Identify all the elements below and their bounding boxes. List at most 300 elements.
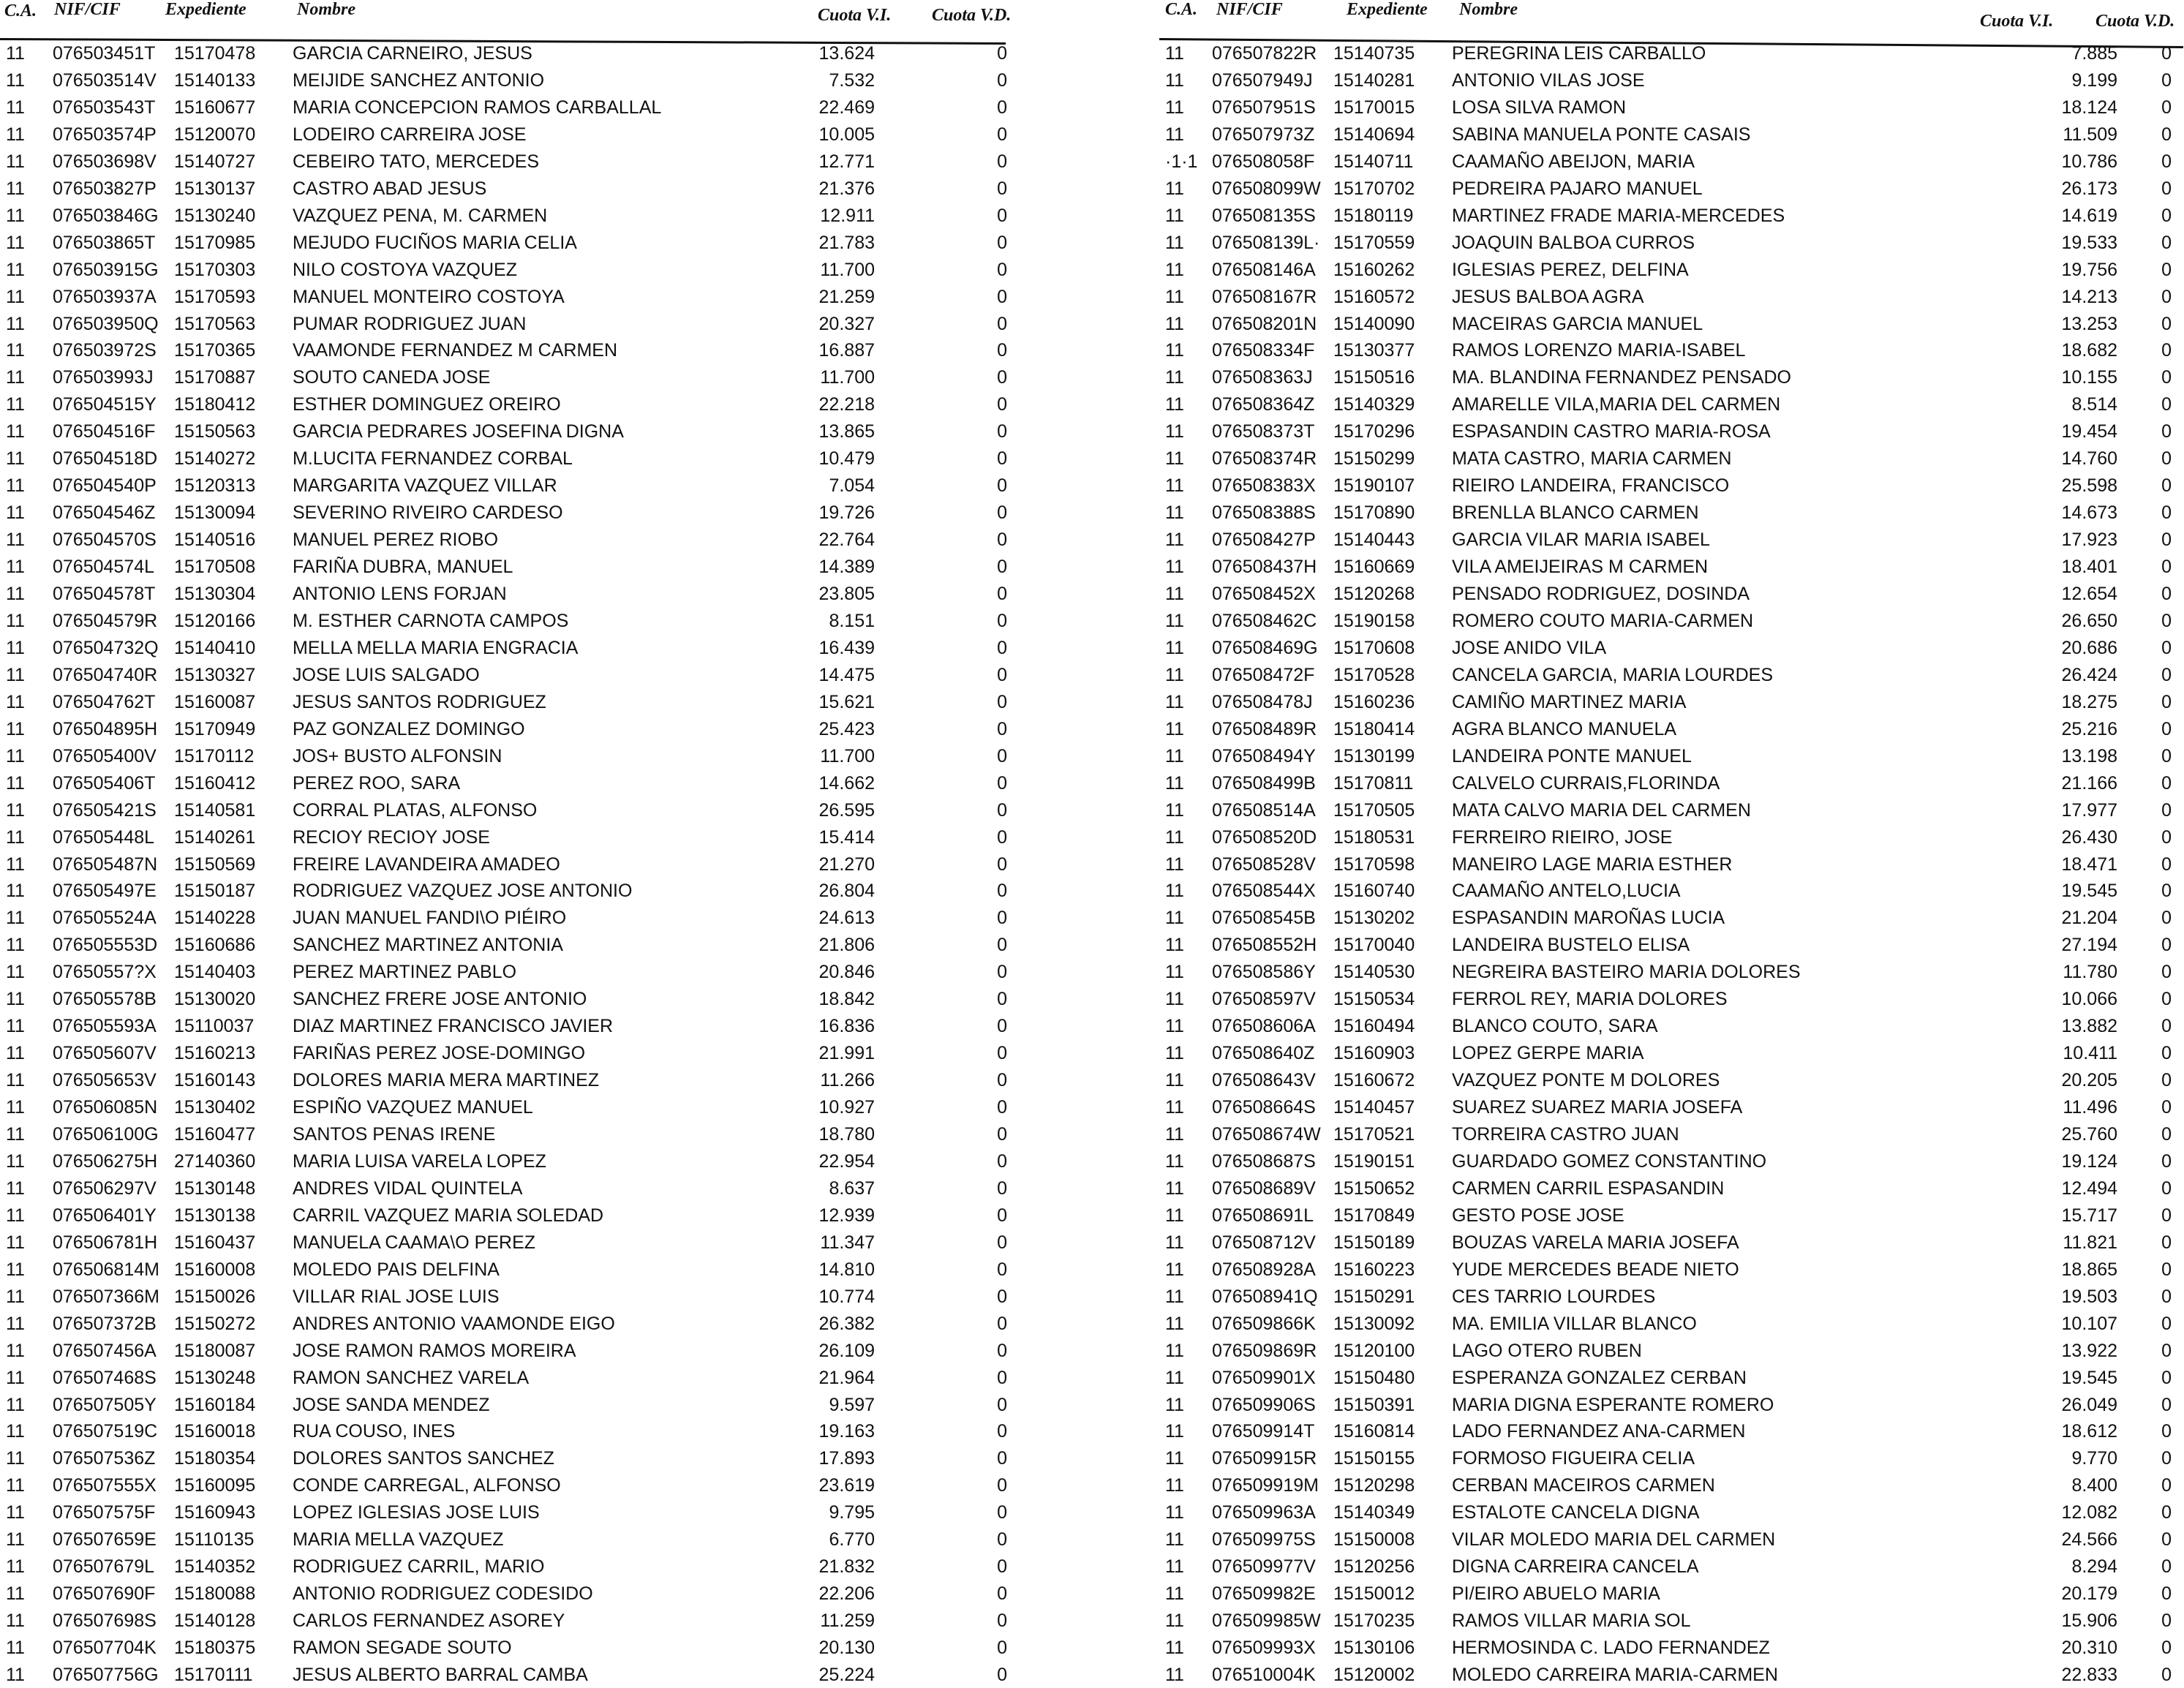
cell-nif: 076507690F: [53, 1583, 156, 1605]
table-row: [1159, 472, 2184, 499]
cell-expediente: 15120070: [174, 124, 256, 145]
cell-ca: 11: [1165, 1205, 1184, 1226]
cell-ca: ·1·1: [1165, 151, 1198, 172]
cell-cuota-vi: 14.760: [2061, 448, 2117, 470]
cell-ca: 11: [6, 881, 25, 902]
cell-nif: 076507505Y: [53, 1394, 157, 1415]
cell-cuota-vi: 11.266: [820, 1070, 875, 1091]
cell-expediente: 15180088: [174, 1583, 256, 1605]
cell-expediente: 15150026: [174, 1286, 256, 1307]
cell-expediente: 15180375: [174, 1638, 256, 1659]
table-row: [1159, 499, 2184, 526]
cell-nif: 076508167R: [1212, 286, 1317, 307]
cell-cuota-vi: 22.469: [818, 97, 875, 118]
cell-nif: 076507951S: [1212, 97, 1316, 118]
cell-expediente: 15130327: [174, 664, 256, 685]
cell-cuota-vd: 0: [2161, 1070, 2172, 1091]
cell-nif: 076508437H: [1212, 557, 1317, 578]
table-row: [0, 1093, 1039, 1120]
cell-ca: 11: [6, 637, 25, 658]
table-row: [0, 715, 1039, 742]
cell-cuota-vi: 27.194: [2061, 935, 2117, 956]
table-row: [0, 1012, 1039, 1039]
cell-expediente: 15130377: [1333, 340, 1415, 361]
cell-expediente: 15130106: [1333, 1638, 1415, 1659]
cell-expediente: 15180354: [174, 1448, 256, 1469]
cell-expediente: 15170040: [1333, 935, 1415, 956]
cell-nif: 076508674W: [1212, 1124, 1321, 1145]
cell-cuota-vi: 11.700: [820, 367, 875, 388]
cell-cuota-vi: 11.700: [820, 745, 875, 766]
cell-nombre: M.LUCITA FERNANDEZ CORBAL: [293, 448, 573, 470]
cell-ca: 11: [1165, 718, 1184, 739]
table-header: [0, 0, 1039, 41]
cell-cuota-vd: 0: [997, 448, 1007, 470]
cell-expediente: 15140272: [174, 448, 256, 470]
cell-cuota-vi: 22.954: [818, 1150, 875, 1172]
table-row: [1159, 67, 2184, 94]
cell-ca: 11: [6, 745, 25, 766]
cell-ca: 11: [6, 989, 25, 1010]
cell-nombre: PEREZ ROO, SARA: [293, 772, 461, 794]
cell-expediente: 15140516: [174, 530, 256, 551]
cell-expediente: 15120166: [174, 610, 256, 631]
cell-ca: 11: [1165, 1367, 1184, 1388]
cell-ca: 11: [6, 43, 25, 64]
cell-expediente: 15150652: [1333, 1178, 1415, 1199]
cell-nombre: ANDRES VIDAL QUINTELA: [293, 1178, 523, 1199]
cell-cuota-vi: 15.717: [2061, 1205, 2117, 1226]
cell-expediente: 15160686: [174, 935, 256, 956]
table-row: [1159, 931, 2184, 958]
cell-nif: 076504546Z: [53, 502, 156, 524]
cell-cuota-vi: 9.199: [2071, 69, 2117, 91]
cell-cuota-vd: 0: [2161, 530, 2172, 551]
cell-cuota-vd: 0: [2161, 1178, 2172, 1199]
cell-ca: 11: [1165, 530, 1184, 551]
cell-cuota-vd: 0: [2161, 1583, 2172, 1605]
cell-nif: 076508146A: [1212, 259, 1316, 280]
cell-nombre: ANTONIO LENS FORJAN: [293, 584, 507, 604]
cell-nombre: SANCHEZ FRERE JOSE ANTONIO: [293, 989, 587, 1010]
cell-ca: 11: [1165, 637, 1184, 658]
header-nif: NIF/CIF: [1216, 0, 1283, 19]
cell-cuota-vd: 0: [2161, 1529, 2172, 1551]
cell-nombre: GARCIA VILAR MARIA ISABEL: [1452, 530, 1710, 551]
cell-cuota-vi: 7.885: [2071, 43, 2117, 64]
cell-cuota-vd: 0: [997, 1259, 1007, 1280]
cell-cuota-vi: 21.259: [818, 286, 875, 307]
cell-cuota-vi: 14.475: [818, 664, 875, 685]
cell-cuota-vi: 9.795: [829, 1502, 875, 1523]
cell-nombre: MATA CASTRO, MARIA CARMEN: [1452, 448, 1732, 470]
cell-ca: 11: [6, 421, 25, 442]
cell-cuota-vd: 0: [2161, 691, 2172, 712]
cell-ca: 11: [6, 367, 25, 388]
cell-cuota-vi: 10.774: [818, 1286, 875, 1307]
cell-ca: 11: [1165, 584, 1184, 604]
cell-ca: 11: [1165, 1475, 1184, 1496]
cell-cuota-vd: 0: [2161, 664, 2172, 685]
cell-nombre: CAMIÑO MARTINEZ MARIA: [1452, 691, 1687, 712]
cell-cuota-vd: 0: [997, 1340, 1007, 1361]
cell-expediente: 15130138: [174, 1205, 256, 1226]
cell-nombre: SABINA MANUELA PONTE CASAIS: [1452, 124, 1751, 145]
header-cuota-vd: Cuota V.D.: [932, 6, 1012, 25]
cell-expediente: 15140352: [174, 1556, 256, 1578]
table-row: [0, 1553, 1039, 1580]
cell-nombre: RAMON SEGADE SOUTO: [293, 1638, 512, 1659]
cell-nif: 076504740R: [53, 664, 158, 685]
cell-ca: 11: [6, 1448, 25, 1469]
cell-nombre: DIGNA CARREIRA CANCELA: [1452, 1556, 1699, 1578]
cell-cuota-vi: 23.805: [818, 584, 875, 604]
cell-cuota-vi: 19.503: [2061, 1286, 2117, 1307]
cell-cuota-vd: 0: [997, 232, 1007, 253]
cell-nombre: ESTHER DOMINGUEZ OREIRO: [293, 394, 561, 415]
cell-nombre: MEIJIDE SANCHEZ ANTONIO: [293, 69, 545, 91]
cell-nombre: PI/EIRO ABUELO MARIA: [1452, 1583, 1660, 1605]
cell-cuota-vd: 0: [997, 1313, 1007, 1334]
table-row: [0, 1499, 1039, 1526]
cell-cuota-vi: 26.382: [818, 1313, 875, 1334]
cell-cuota-vd: 0: [997, 1502, 1007, 1523]
cell-nombre: PEREGRINA LEIS CARBALLO: [1452, 43, 1706, 64]
cell-cuota-vd: 0: [2161, 367, 2172, 388]
cell-ca: 11: [1165, 97, 1184, 118]
cell-cuota-vd: 0: [2161, 826, 2172, 848]
table-row: [0, 363, 1039, 391]
cell-cuota-vd: 0: [997, 1529, 1007, 1551]
cell-nif: 076506401Y: [53, 1205, 157, 1226]
cell-nombre: TORREIRA CASTRO JUAN: [1452, 1124, 1679, 1145]
cell-expediente: 15160572: [1333, 286, 1415, 307]
table-row: [1159, 1417, 2184, 1444]
cell-expediente: 15170890: [1333, 502, 1415, 524]
cell-ca: 11: [1165, 799, 1184, 821]
cell-expediente: 15130402: [174, 1097, 256, 1118]
cell-cuota-vd: 0: [2161, 69, 2172, 91]
cell-cuota-vd: 0: [2161, 584, 2172, 604]
cell-cuota-vd: 0: [997, 205, 1007, 226]
cell-cuota-vd: 0: [2161, 43, 2172, 64]
cell-nombre: VAZQUEZ PENA, M. CARMEN: [293, 205, 548, 226]
cell-cuota-vd: 0: [2161, 475, 2172, 497]
cell-nombre: MARIA MELLA VAZQUEZ: [293, 1529, 504, 1551]
cell-nif: 076507704K: [53, 1638, 157, 1659]
table-row: [1159, 1526, 2184, 1553]
cell-cuota-vd: 0: [997, 394, 1007, 415]
table-row: [1159, 526, 2184, 553]
left-table: [0, 0, 1039, 1685]
table-row: [0, 1634, 1039, 1661]
cell-nif: 076504570S: [53, 530, 157, 551]
cell-nif: 076503827P: [53, 178, 157, 199]
cell-ca: 11: [1165, 1124, 1184, 1145]
table-row: [0, 67, 1039, 94]
cell-nombre: NEGREIRA BASTEIRO MARIA DOLORES: [1452, 962, 1801, 983]
cell-nombre: ANTONIO VILAS JOSE: [1452, 69, 1645, 91]
cell-nombre: CARLOS FERNANDEZ ASOREY: [293, 1610, 565, 1632]
cell-cuota-vi: 8.151: [829, 610, 875, 631]
cell-expediente: 15140403: [174, 962, 256, 983]
cell-ca: 11: [6, 475, 25, 497]
cell-cuota-vi: 25.224: [818, 1665, 875, 1685]
cell-nif: 076508364Z: [1212, 394, 1315, 415]
cell-ca: 11: [6, 610, 25, 631]
cell-cuota-vi: 10.479: [818, 448, 875, 470]
cell-ca: 11: [1165, 664, 1184, 685]
table-row: [0, 661, 1039, 688]
cell-nombre: JOSE RAMON RAMOS MOREIRA: [293, 1340, 576, 1361]
cell-cuota-vi: 26.173: [2061, 178, 2117, 199]
table-row: [0, 824, 1039, 851]
cell-nombre: LANDEIRA PONTE MANUEL: [1452, 745, 1692, 766]
cell-ca: 11: [6, 1124, 25, 1145]
table-row: [1159, 1337, 2184, 1364]
cell-nif: 076503574P: [53, 124, 157, 145]
cell-expediente: 15140133: [174, 69, 256, 91]
table-row: [0, 1661, 1039, 1688]
table-row: [1159, 1039, 2184, 1066]
table-row: [0, 391, 1039, 418]
table-row: [1159, 418, 2184, 445]
cell-ca: 11: [6, 1205, 25, 1226]
cell-cuota-vd: 0: [2161, 1556, 2172, 1578]
cell-cuota-vd: 0: [2161, 1610, 2172, 1632]
cell-nombre: GARCIA PEDRARES JOSEFINA DIGNA: [293, 421, 624, 442]
table-row: [1159, 1634, 2184, 1661]
cell-nombre: ESPERANZA GONZALEZ CERBAN: [1452, 1367, 1747, 1388]
cell-nif: 076509914T: [1212, 1421, 1315, 1442]
cell-ca: 11: [6, 151, 25, 172]
cell-nombre: MARGARITA VAZQUEZ VILLAR: [293, 475, 557, 497]
cell-nif: 076505421S: [53, 799, 157, 821]
table-row: [0, 1580, 1039, 1607]
cell-nif: 076504578T: [53, 584, 156, 604]
cell-nif: 076505448L: [53, 826, 155, 848]
cell-nombre: ESPIÑO VAZQUEZ MANUEL: [293, 1097, 533, 1118]
cell-nif: 076507973Z: [1212, 124, 1315, 145]
cell-cuota-vd: 0: [2161, 340, 2172, 361]
cell-ca: 11: [6, 826, 25, 848]
cell-cuota-vd: 0: [997, 745, 1007, 766]
cell-ca: 11: [1165, 1448, 1184, 1469]
header-expediente: Expediente: [165, 0, 246, 19]
cell-cuota-vd: 0: [997, 259, 1007, 280]
table-row: [1159, 769, 2184, 796]
header-nombre: Nombre: [1459, 0, 1518, 19]
cell-ca: 11: [1165, 313, 1184, 334]
cell-ca: 11: [6, 772, 25, 794]
table-row: [0, 1310, 1039, 1337]
cell-cuota-vd: 0: [997, 1583, 1007, 1605]
cell-ca: 11: [1165, 286, 1184, 307]
cell-nombre: PENSADO RODRIGUEZ, DOSINDA: [1452, 584, 1750, 604]
cell-expediente: 15160814: [1333, 1421, 1415, 1442]
cell-expediente: 15130240: [174, 205, 256, 226]
cell-nif: 07650557?X: [53, 962, 157, 983]
cell-nif: 076508373T: [1212, 421, 1315, 442]
cell-expediente: 15170235: [1333, 1610, 1415, 1632]
cell-expediente: 15140735: [1333, 43, 1415, 64]
cell-nombre: ROMERO COUTO MARIA-CARMEN: [1452, 610, 1754, 631]
cell-nombre: MATA CALVO MARIA DEL CARMEN: [1452, 799, 1751, 821]
cell-nombre: JUAN MANUEL FANDI\O PIÉIRO: [293, 908, 567, 929]
cell-nif: 076507456A: [53, 1340, 157, 1361]
cell-ca: 11: [1165, 421, 1184, 442]
cell-cuota-vi: 20.179: [2061, 1583, 2117, 1605]
cell-cuota-vd: 0: [997, 1367, 1007, 1388]
cell-ca: 11: [1165, 1610, 1184, 1632]
cell-expediente: 15160095: [174, 1475, 256, 1496]
table-row: [0, 175, 1039, 202]
cell-expediente: 15120256: [1333, 1556, 1415, 1578]
cell-nif: 076508472F: [1212, 664, 1315, 685]
cell-cuota-vd: 0: [997, 637, 1007, 658]
table-row: [1159, 1229, 2184, 1256]
cell-cuota-vi: 21.376: [818, 178, 875, 199]
cell-cuota-vd: 0: [2161, 989, 2172, 1010]
cell-expediente: 15160477: [174, 1124, 256, 1145]
cell-cuota-vi: 8.514: [2071, 394, 2117, 415]
table-row: [1159, 1364, 2184, 1391]
cell-nif: 076507679L: [53, 1556, 155, 1578]
cell-nombre: LAGO OTERO RUBEN: [1452, 1340, 1642, 1361]
cell-cuota-vd: 0: [2161, 232, 2172, 253]
cell-expediente: 15120268: [1333, 584, 1415, 604]
cell-cuota-vd: 0: [997, 286, 1007, 307]
table-row: [0, 1283, 1039, 1310]
cell-nif: 076507756G: [53, 1665, 159, 1685]
cell-cuota-vd: 0: [997, 124, 1007, 145]
cell-cuota-vd: 0: [2161, 1313, 2172, 1334]
cell-nombre: PEREZ MARTINEZ PABLO: [293, 962, 517, 983]
cell-nombre: LADO FERNANDEZ ANA-CARMEN: [1452, 1421, 1746, 1442]
cell-expediente: 15140128: [174, 1610, 256, 1632]
cell-cuota-vi: 22.764: [818, 530, 875, 551]
cell-cuota-vd: 0: [2161, 1043, 2172, 1064]
cell-nombre: RAMON SANCHEZ VARELA: [293, 1367, 530, 1388]
cell-nombre: LOSA SILVA RAMON: [1452, 97, 1627, 118]
cell-nombre: PUMAR RODRIGUEZ JUAN: [293, 313, 527, 334]
table-row: [1159, 310, 2184, 337]
cell-ca: 11: [1165, 557, 1184, 578]
cell-nif: 076508597V: [1212, 989, 1316, 1010]
cell-nif: 076508374R: [1212, 448, 1317, 470]
cell-ca: 11: [1165, 1394, 1184, 1415]
cell-expediente: 15150534: [1333, 989, 1415, 1010]
cell-ca: 11: [6, 340, 25, 361]
table-row: [0, 1526, 1039, 1553]
cell-cuota-vd: 0: [997, 584, 1007, 604]
cell-cuota-vd: 0: [997, 1394, 1007, 1415]
cell-cuota-vd: 0: [2161, 1016, 2172, 1037]
cell-expediente: 15160262: [1333, 259, 1415, 280]
cell-cuota-vi: 7.532: [829, 69, 875, 91]
cell-cuota-vi: 12.082: [2061, 1502, 2117, 1523]
table-row: [1159, 1148, 2184, 1175]
cell-nombre: DOLORES MARIA MERA MARTINEZ: [293, 1070, 600, 1091]
cell-cuota-vd: 0: [2161, 1286, 2172, 1307]
cell-cuota-vd: 0: [2161, 286, 2172, 307]
cell-nombre: PEDREIRA PAJARO MANUEL: [1452, 178, 1703, 199]
cell-nif: 076508606A: [1212, 1016, 1316, 1037]
cell-nombre: RODRIGUEZ CARRIL, MARIO: [293, 1556, 545, 1578]
cell-nif: 076508383X: [1212, 475, 1316, 497]
cell-ca: 11: [1165, 1097, 1184, 1118]
cell-cuota-vd: 0: [997, 908, 1007, 929]
cell-nombre: M. ESTHER CARNOTA CAMPOS: [293, 610, 569, 631]
cell-nif: 076509963A: [1212, 1502, 1316, 1523]
cell-nombre: VILA AMEIJEIRAS M CARMEN: [1452, 557, 1709, 578]
cell-cuota-vi: 26.804: [818, 881, 875, 902]
table-row: [1159, 229, 2184, 256]
cell-nif: 076509975S: [1212, 1529, 1316, 1551]
cell-nombre: MANEIRO LAGE MARIA ESTHER: [1452, 854, 1733, 875]
table-row: [1159, 877, 2184, 904]
cell-nif: 076508135S: [1212, 205, 1316, 226]
cell-cuota-vd: 0: [2161, 502, 2172, 524]
cell-cuota-vi: 8.400: [2071, 1475, 2117, 1496]
cell-nombre: AGRA BLANCO MANUELA: [1452, 718, 1677, 739]
cell-expediente: 15130094: [174, 502, 256, 524]
table-row: [1159, 904, 2184, 931]
table-row: [1159, 1580, 2184, 1607]
cell-nombre: NILO COSTOYA VAZQUEZ: [293, 259, 518, 280]
table-row: [1159, 148, 2184, 175]
cell-ca: 11: [6, 718, 25, 739]
cell-expediente: 15160223: [1333, 1259, 1415, 1280]
cell-expediente: 15150012: [1333, 1583, 1415, 1605]
table-row: [1159, 1472, 2184, 1499]
cell-expediente: 15190158: [1333, 610, 1415, 631]
cell-nombre: CANCELA GARCIA, MARIA LOURDES: [1452, 664, 1774, 685]
cell-nif: 076503514V: [53, 69, 157, 91]
cell-ca: 11: [1165, 124, 1184, 145]
cell-ca: 11: [1165, 1583, 1184, 1605]
cell-expediente: 15170985: [174, 232, 256, 253]
cell-nif: 076507468S: [53, 1367, 157, 1388]
cell-nombre: CALVELO CURRAIS,FLORINDA: [1452, 772, 1720, 794]
cell-cuota-vd: 0: [997, 989, 1007, 1010]
cell-nif: 076508058F: [1212, 151, 1315, 172]
table-row: [1159, 958, 2184, 985]
cell-nif: 076507536Z: [53, 1448, 156, 1469]
cell-ca: 11: [1165, 989, 1184, 1010]
cell-nif: 076507366M: [53, 1286, 159, 1307]
cell-expediente: 15130199: [1333, 745, 1415, 766]
header-cuota-vi: Cuota V.I.: [818, 6, 892, 25]
cell-expediente: 15130248: [174, 1367, 256, 1388]
cell-ca: 11: [6, 584, 25, 604]
cell-nif: 076507659E: [53, 1529, 157, 1551]
cell-cuota-vd: 0: [997, 1043, 1007, 1064]
cell-ca: 11: [6, 286, 25, 307]
table-row: [0, 580, 1039, 607]
table-row: [0, 1444, 1039, 1472]
cell-cuota-vd: 0: [2161, 1340, 2172, 1361]
cell-nombre: ESTALOTE CANCELA DIGNA: [1452, 1502, 1700, 1523]
cell-nombre: HERMOSINDA C. LADO FERNANDEZ: [1452, 1638, 1770, 1659]
cell-nombre: FREIRE LAVANDEIRA AMADEO: [293, 854, 560, 875]
cell-cuota-vi: 19.726: [818, 502, 875, 524]
cell-cuota-vi: 21.832: [818, 1556, 875, 1578]
cell-cuota-vd: 0: [2161, 1150, 2172, 1172]
cell-expediente: 15150516: [1333, 367, 1415, 388]
cell-expediente: 15170849: [1333, 1205, 1415, 1226]
cell-expediente: 15160184: [174, 1394, 256, 1415]
